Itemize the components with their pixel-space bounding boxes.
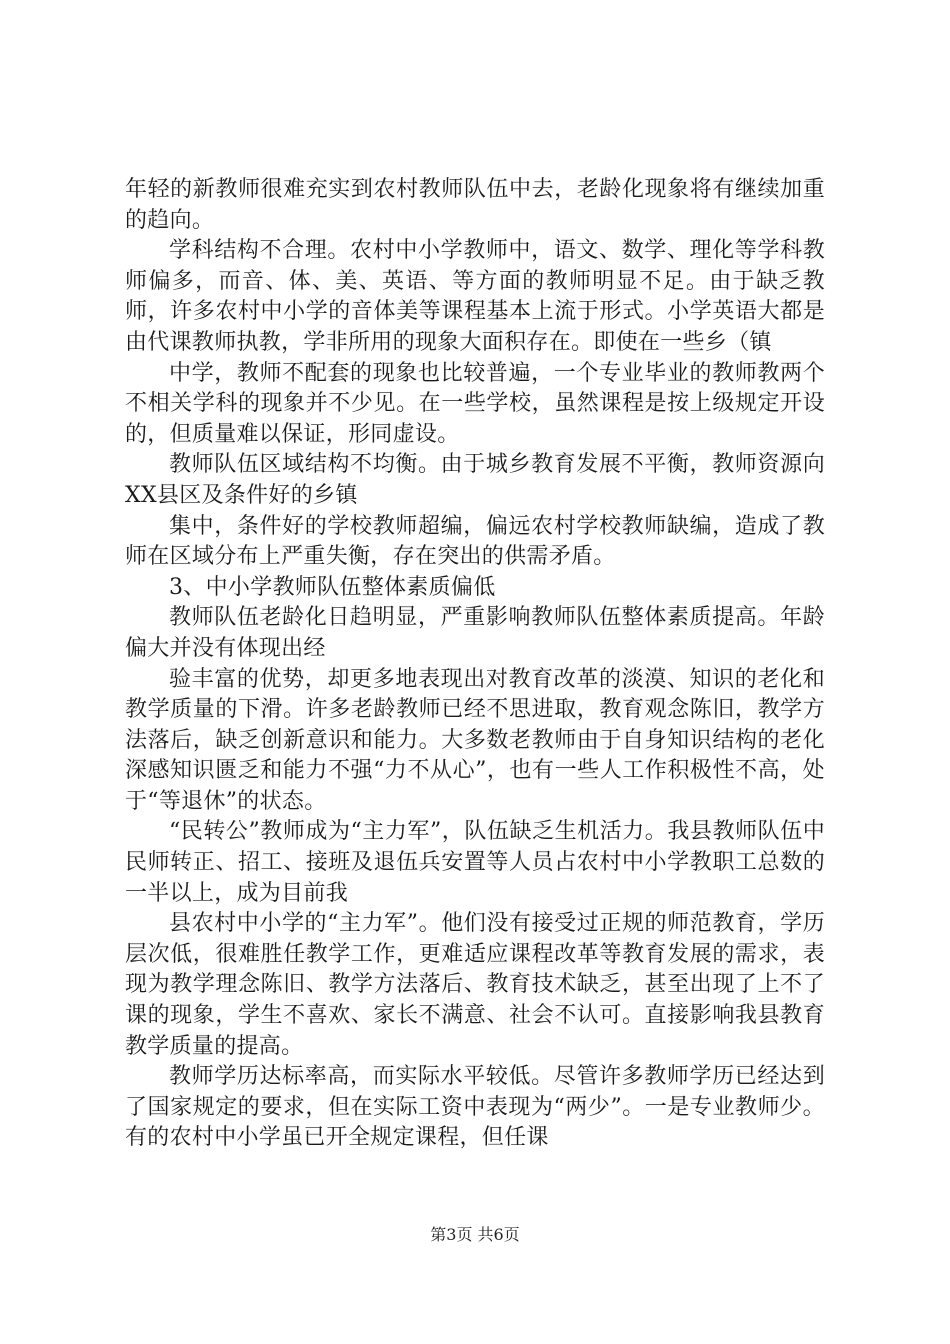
section-heading: 3、中小学教师队伍整体素质偏低: [169, 574, 496, 600]
paragraph-11: 教师学历达标率高，而实际水平较低。尽管许多教师学历已经达到了国家规定的要求，但在实际工资中表现为“两少”。一是专业教师少。有的农村中小学虽已开全规定课程，但任课: [125, 1064, 825, 1151]
paragraph-2: 学科结构不合理。农村中小学教师中，语文、数学、理化等学科教师偏多，而音、体、美、英语、等方面的教师明显不足。由于缺乏教师，许多农村中小学的音体美等课程基本上流于形式。小学英语大都是由代课教师执教，学非所用的现象大面积存在。即使在一些乡（镇: [125, 238, 825, 355]
paragraph-7: 教师队伍老龄化日趋明显，严重影响教师队伍整体素质提高。年龄偏大并没有体现出经: [125, 605, 825, 661]
paragraph-5: 集中，条件好的学校教师超编，偏远农村学校教师缺编，造成了教师在区域分布上严重失衡，存在突出的供需矛盾。: [125, 513, 825, 570]
paragraph-4: 教师队伍区域结构不均衡。由于城乡教育发展不平衡，教师资源向XX县区及条件好的乡镇: [125, 452, 825, 508]
paragraph-1: 年轻的新教师很难充实到农村教师队伍中去，老龄化现象将有继续加重的趋向。: [125, 177, 825, 233]
paragraph-8: 验丰富的优势，却更多地表现出对教育改革的淡漠、知识的老化和教学质量的下滑。许多老龄教师已经不思进取，教育观念陈旧，教学方法落后，缺乏创新意识和能力。大多数老教师由于自身知识结构的老化深感知识匮乏和能力不强“力不从心”，也有一些人工作积极性不高，处于“等退休”的状态。: [125, 666, 825, 814]
paragraph-3: 中学，教师不配套的现象也比较普遍，一个专业毕业的教师教两个不相关学科的现象并不少见。在一些学校，虽然课程是按上级规定开设的，但质量难以保证，形同虚设。: [125, 360, 825, 447]
document-body: [125, 175, 825, 1154]
paragraph-10: 县农村中小学的“主力军”。他们没有接受过正规的师范教育，学历层次低，很难胜任教学工作，更难适应课程改革等教育发展的需求，表现为教学理念陈旧、教学方法落后、教育技术缺乏，甚至出现了上不了课的现象，学生不喜欢、家长不满意、社会不认可。直接影响我县教育教学质量的提高。: [125, 911, 825, 1059]
page-number-footer: 第3页 共6页: [430, 1225, 520, 1244]
paragraph-9: “民转公”教师成为“主力军”，队伍缺乏生机活力。我县教师队伍中民师转正、招工、接班及退伍兵安置等人员占农村中小学教职工总数的一半以上，成为目前我: [125, 819, 825, 906]
